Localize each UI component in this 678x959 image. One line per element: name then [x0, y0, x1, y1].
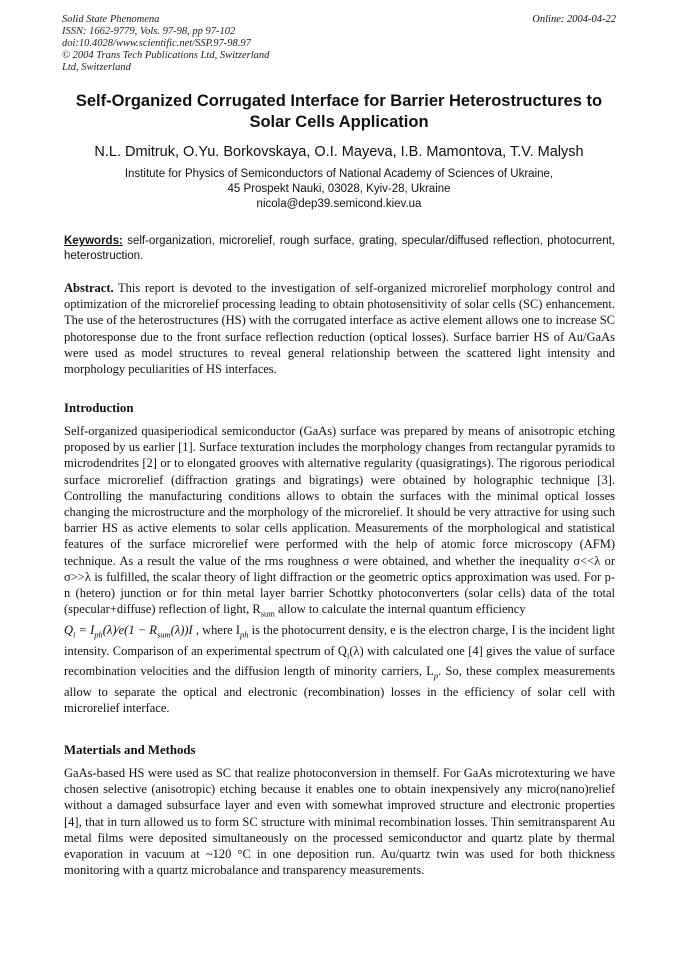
email: nicola@dep39.semicond.kiev.ua: [256, 198, 422, 210]
affiliation-line-1: Institute for Physics of Semiconductors of National Academy of Sciences of Ukraine,: [124, 168, 554, 180]
methods-heading: Matertials and Methods: [64, 743, 196, 757]
quantum-efficiency-equation: $Q_i$ = $I_{ph}(\lambda)⁄e(1 - R_{sum}(\lambda))I$: [64, 622, 193, 640]
intro-paragraph: Self-organized quasiperiodical semiconductor (GaAs) surface was prepared by means of anisotropic etching proposed by us earlier [1]. Surface texturation includes the morphology changes from rectangular pyramids to microdendrites [2] or to elongated grooves with alternative regularity (quasigratings). The rigorous periodical surface microrelief (diffraction gratings and bigratings) were obtained by holographic technique [3]. Controlling the manufacturing conditions allows to obtain the surfaces with the minimal optical losses changing the microstructure and the morphology of the microrelief. It should be very attractive for using such barrier HS as active elements to solar cells application. Measurements of the morphological and statistical features of the surface microrelief were performed with the help of atomic force microscopy (AFM) technique. As a result the value of the rms roughness σ were obtained, and whether the inequality σ<<λ or σ>>λ is fulfilled, the scalar theory of light diffraction or the geometric optics approximation was used. For p-n (hetero) junction or for thin metal layer barrier Schottky photoconverters (solar cells) data of the total (specular+diffuse) reflection of light, $R_{sum}$ allow to calculate the internal quantum efficiency $Q_i$ = $I_{ph}(\lambda)⁄e(1 - R_{sum}(\lambda))I$ , where $I_{ph}$ is the photocurrent density, e is the electron charge, I is the incident light intensity. Comparison of an experimental spectrum of $Q_i(\lambda)$ with calculated one [4] gives the value of surface recombination velocities and the diffusion length of minority carriers, $L_p$. So, these complex measurements allow to separate the optical and electronic (recombination) losses in the efficiency of solar cell with microrelief interface.: [64, 424, 615, 716]
cut-line: Ltd, Switzerland: [62, 62, 131, 73]
keywords: [64, 234, 615, 264]
paper-title: Self-Organized Corrugated Interface for Barrier Heterostructures to Solar Cells Application: [75, 92, 603, 131]
intro-heading: Introduction: [64, 401, 134, 415]
issn-line: ISSN: 1662-9779, Vols. 97-98, pp 97-102: [62, 26, 236, 37]
keywords-text: self-organization, microrelief, rough surface, grating, specular/diffused reflection, photocurrent, heterostruction.: [64, 235, 615, 262]
affiliation-line-2: 45 Prospekt Nauki, 03028, Kyiv-28, Ukraine: [227, 183, 451, 195]
online-date: Online: 2004-04-22: [532, 14, 616, 25]
author-list: N.L. Dmitruk, O.Yu. Borkovskaya, O.I. Mayeva, I.B. Mamontova, T.V. Malysh: [94, 144, 584, 160]
abstract-label: Abstract.: [64, 281, 114, 295]
keywords-label: Keywords:: [64, 235, 123, 247]
methods-paragraph: GaAs-based HS were used as SC that realize photoconversion in themself. For GaAs microtexturing we have chosen selective (anisotropic) etching because it enables one to obtain inexpensively any micro(nano)relief without a damaged subsurface layer and even with somewhat improved structure and electronic properties [4], that in turn allowed us to form SC structure with minimal recombination losses. Thin semitransparent Au metal films were deposited simultaneously on the processed semiconductor and quartz plate by thermal evaporation in vacuum at ~120 °C in one deposition run. Au/quartz twin was used for both thickness monitoring with a quartz microbalance and transparency measurements.: [64, 766, 615, 878]
journal-name: Solid State Phenomena: [62, 14, 160, 25]
abstract-text: This report is devoted to the investigation of self-organized microrelief morphology control and optimization of the microrelief processing leading to obtain photosensitivity of solar cells (SC) enhancement. The use of the heterostructures (HS) with the corrugated interface as active element allows one to increase SC photoresponse due to the front surface reflection reduction (optical losses). Surface barrier HS of Au/GaAs were used as model structures to reveal general relationship between the scattered light intensity and morphology peculiarities of HS interfaces.: [64, 281, 615, 377]
affiliation: [56, 167, 622, 212]
doi-line: doi:10.4028/www.scientific.net/SSP.97-98.97: [62, 38, 251, 49]
abstract: [64, 280, 615, 377]
copyright-line: © 2004 Trans Tech Publications Ltd, Switzerland: [62, 50, 270, 61]
journal-meta: [62, 14, 270, 73]
